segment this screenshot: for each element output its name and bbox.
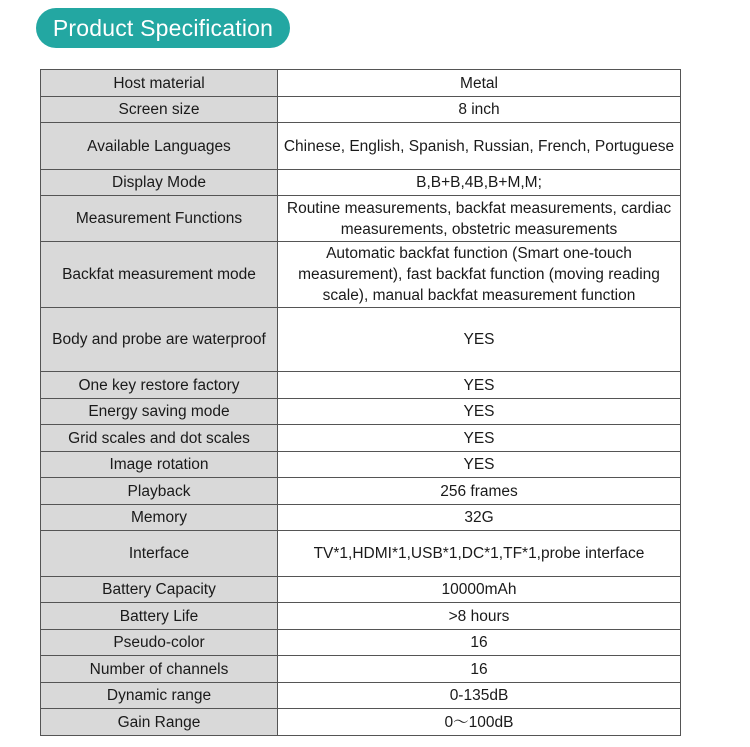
table-row bbox=[41, 242, 681, 308]
table-row bbox=[41, 308, 681, 372]
spec-label: Dynamic range bbox=[41, 683, 278, 709]
spec-label: Interface bbox=[41, 531, 278, 577]
table-row bbox=[41, 70, 681, 97]
table-row bbox=[41, 399, 681, 425]
spec-label: Grid scales and dot scales bbox=[41, 425, 278, 452]
table-row bbox=[41, 630, 681, 656]
spec-value: 32G bbox=[278, 505, 681, 531]
spec-value: >8 hours bbox=[278, 603, 681, 630]
spec-label: Available Languages bbox=[41, 123, 278, 170]
spec-value: 10000mAh bbox=[278, 577, 681, 603]
spec-value: 0-135dB bbox=[278, 683, 681, 709]
spec-label: Image rotation bbox=[41, 452, 278, 478]
table-row bbox=[41, 683, 681, 709]
spec-label: Host material bbox=[41, 70, 278, 97]
spec-value: Routine measurements, backfat measurements, cardiac measurements, obstetric measurements bbox=[278, 196, 681, 242]
spec-label: Body and probe are waterproof bbox=[41, 308, 278, 372]
spec-label: Screen size bbox=[41, 97, 278, 123]
spec-value: YES bbox=[278, 372, 681, 399]
spec-label: Playback bbox=[41, 478, 278, 505]
spec-value: TV*1,HDMI*1,USB*1,DC*1,TF*1,probe interface bbox=[278, 531, 681, 577]
table-row bbox=[41, 452, 681, 478]
spec-label: One key restore factory bbox=[41, 372, 278, 399]
spec-label: Battery Life bbox=[41, 603, 278, 630]
table-row bbox=[41, 196, 681, 242]
spec-value: 256 frames bbox=[278, 478, 681, 505]
spec-value: YES bbox=[278, 308, 681, 372]
table-row bbox=[41, 425, 681, 452]
page-title-banner bbox=[36, 8, 290, 48]
spec-value: 16 bbox=[278, 656, 681, 683]
spec-value: YES bbox=[278, 425, 681, 452]
spec-value: Metal bbox=[278, 70, 681, 97]
table-row bbox=[41, 478, 681, 505]
table-row bbox=[41, 531, 681, 577]
table-row bbox=[41, 505, 681, 531]
table-row bbox=[41, 709, 681, 736]
table-row bbox=[41, 97, 681, 123]
spec-value: 0～100dB bbox=[278, 709, 681, 736]
spec-value: Automatic backfat function (Smart one-touch measurement), fast backfat function (moving reading scale), manual backfat measurement function bbox=[278, 242, 681, 308]
table-row bbox=[41, 170, 681, 196]
table-row bbox=[41, 372, 681, 399]
table-row bbox=[41, 656, 681, 683]
spec-label: Energy saving mode bbox=[41, 399, 278, 425]
spec-label: Display Mode bbox=[41, 170, 278, 196]
page-title: Product Specification bbox=[52, 14, 274, 41]
spec-value: Chinese, English, Spanish, Russian, French, Portuguese bbox=[278, 123, 681, 170]
table-row bbox=[41, 603, 681, 630]
spec-label: Battery Capacity bbox=[41, 577, 278, 603]
spec-value: YES bbox=[278, 399, 681, 425]
table-row bbox=[41, 123, 681, 170]
spec-table bbox=[40, 69, 681, 736]
spec-value: B,B+B,4B,B+M,M; bbox=[278, 170, 681, 196]
spec-value: YES bbox=[278, 452, 681, 478]
spec-label: Measurement Functions bbox=[41, 196, 278, 242]
spec-label: Number of channels bbox=[41, 656, 278, 683]
spec-value: 8 inch bbox=[278, 97, 681, 123]
spec-label: Backfat measurement mode bbox=[41, 242, 278, 308]
table-row bbox=[41, 577, 681, 603]
spec-value: 16 bbox=[278, 630, 681, 656]
spec-label: Memory bbox=[41, 505, 278, 531]
spec-label: Gain Range bbox=[41, 709, 278, 736]
spec-label: Pseudo-color bbox=[41, 630, 278, 656]
